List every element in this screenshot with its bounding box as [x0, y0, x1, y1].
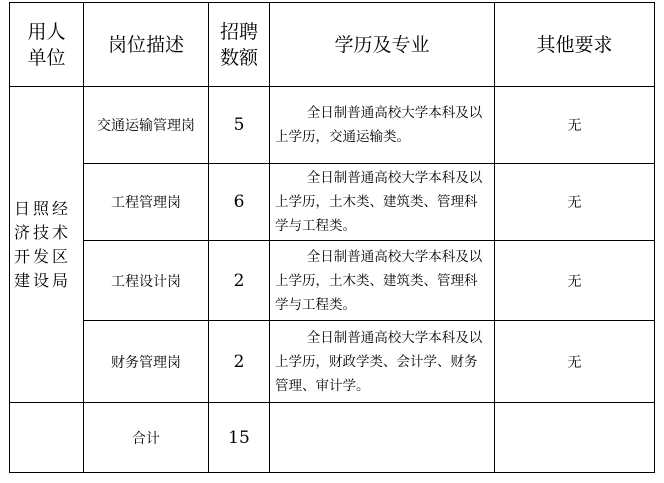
position-name: 工程设计岗 [84, 241, 209, 321]
other-requirement: 无 [495, 164, 655, 241]
header-other-requirements: 其他要求 [495, 3, 655, 87]
table-row [10, 164, 655, 241]
position-name: 工程管理岗 [84, 164, 209, 241]
position-name: 交通运输管理岗 [84, 87, 209, 164]
recruitment-table [9, 2, 655, 473]
hiring-count: 5 [209, 87, 270, 164]
hiring-count: 6 [209, 164, 270, 241]
hiring-count: 2 [209, 241, 270, 321]
other-requirement: 无 [495, 87, 655, 164]
education-requirement: 全日制普通高校大学本科及以上学历，交通运输类。 [270, 87, 495, 164]
total-count: 15 [209, 403, 270, 473]
education-requirement: 全日制普通高校大学本科及以上学历，财政学类、会计学、财务管理、审计学。 [270, 321, 495, 403]
table-row [10, 87, 655, 164]
other-requirement: 无 [495, 241, 655, 321]
education-requirement: 全日制普通高校大学本科及以上学历，土木类、建筑类、管理科学与工程类。 [270, 164, 495, 241]
employer-unit-cell [10, 87, 84, 403]
table-row [10, 321, 655, 403]
total-education-empty [270, 403, 495, 473]
position-name: 财务管理岗 [84, 321, 209, 403]
total-row [10, 403, 655, 473]
total-other-empty [495, 403, 655, 473]
total-label: 合计 [84, 403, 209, 473]
header-count: 招聘数额 [209, 3, 270, 87]
total-unit-empty [10, 403, 84, 473]
header-unit: 用人单位 [10, 3, 84, 87]
header-row [10, 3, 655, 87]
employer-unit-name: 日照经济技术开发区建设局 [14, 198, 72, 290]
hiring-count: 2 [209, 321, 270, 403]
header-education: 学历及专业 [270, 3, 495, 87]
other-requirement: 无 [495, 321, 655, 403]
table-row [10, 241, 655, 321]
header-position: 岗位描述 [84, 3, 209, 87]
education-requirement: 全日制普通高校大学本科及以上学历，土木类、建筑类、管理科学与工程类。 [270, 241, 495, 321]
